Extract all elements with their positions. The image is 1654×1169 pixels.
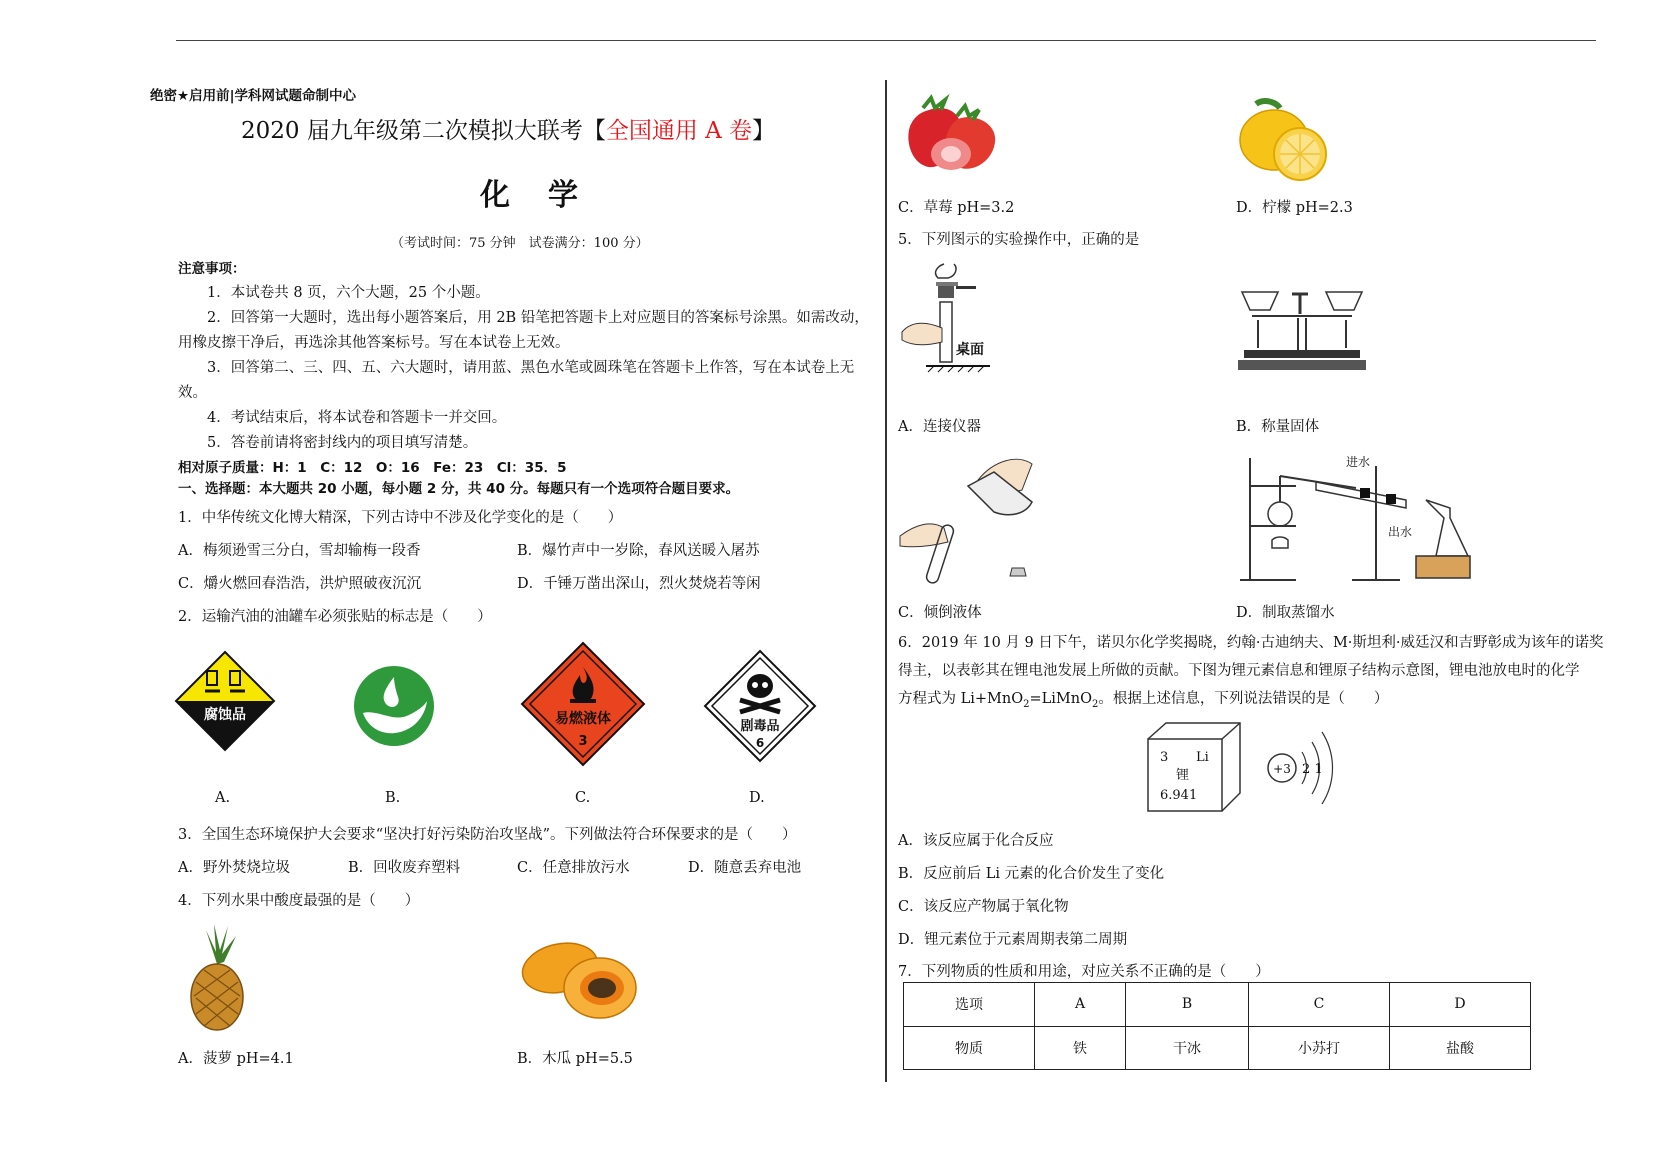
desk-label: 桌面 <box>956 342 984 358</box>
toxic-sign-icon <box>704 650 816 762</box>
note-2b: 用橡皮擦干净后，再选涂其他答案标号。写在本试卷上无效。 <box>178 335 570 351</box>
note-4: 4．考试结束后，将本试卷和答题卡一并交回。 <box>207 410 507 426</box>
distillation-apparatus-icon <box>1236 456 1472 584</box>
q1-option-d: D．千锤万凿出深山，烈火焚烧若等闲 <box>517 576 761 592</box>
q6-line-2: 得主，以表彰其在锂电池发展上所做的贡献。下图为锂元素信息和锂原子结构示意图，锂电池放电时的化学 <box>898 663 1580 679</box>
q3-option-a: A．野外焚烧垃圾 <box>178 860 290 876</box>
table-cell: D <box>1390 983 1531 1027</box>
pineapple-icon <box>186 922 248 1032</box>
q3-stem: 3．全国生态环境保护大会要求“坚决打好污染防治攻坚战”。下列做法符合环保要求的是（ ） <box>178 827 797 843</box>
q5-option-a: A．连接仪器 <box>898 419 981 435</box>
q1-option-a: A．梅须逊雪三分白，雪却输梅一段香 <box>178 543 421 559</box>
q1-option-b: B．爆竹声中一岁除，春风送暖入屠苏 <box>517 543 760 559</box>
secret-label: 绝密★启用前|学科网试题命制中心 <box>150 88 357 104</box>
element-mass: 6.941 <box>1160 788 1198 803</box>
water-in-label: 进水 <box>1346 455 1371 469</box>
sign-c-text: 易燃液体 <box>555 711 611 727</box>
table-cell: 铁 <box>1035 1026 1126 1070</box>
title-red-part: 全国通用 A 卷 <box>605 118 753 144</box>
q2-option-c: C. <box>575 790 591 806</box>
lemon-icon <box>1236 98 1328 182</box>
equation-sub-1: 2 <box>1023 698 1030 710</box>
q2-option-a: A. <box>215 790 231 806</box>
q3-option-b: B．回收废弃塑料 <box>348 860 461 876</box>
equation-sub-2: 2 <box>1091 698 1099 710</box>
table-cell: B <box>1126 983 1249 1027</box>
q1-stem: 1．中华传统文化博大精深，下列古诗中不涉及化学变化的是（ ） <box>178 510 623 526</box>
q6-line-3 <box>898 687 1388 710</box>
q2-option-b: B. <box>385 790 401 806</box>
table-cell: 盐酸 <box>1390 1026 1531 1070</box>
sign-d-number: 6 <box>755 736 765 750</box>
element-symbol: Li <box>1196 750 1209 765</box>
table-row <box>904 1026 1531 1070</box>
q3-option-c: C．任意排放污水 <box>517 860 630 876</box>
water-out-label: 出水 <box>1388 525 1413 539</box>
exam-title <box>241 112 775 145</box>
note-1: 1．本试卷共 8 页，六个大题，25 个小题。 <box>207 285 490 301</box>
q6-option-c: C．该反应产物属于氧化物 <box>898 899 1069 915</box>
nucleus-charge: +3 <box>1273 762 1291 776</box>
q6-option-d: D．锂元素位于元素周期表第二周期 <box>898 932 1128 948</box>
subject-title: 化 学 <box>480 178 582 213</box>
atomic-mass: 相对原子质量：H：1 C：12 O：16 Fe：23 Cl：35．5 <box>178 460 567 476</box>
section-1-heading: 一、选择题：本大题共 20 小题，每小题 2 分，共 40 分。每题只有一个选项符合题目要求。 <box>178 481 740 497</box>
strawberry-icon <box>899 96 1001 180</box>
notes-heading: 注意事项： <box>178 261 246 277</box>
pouring-liquid-icon <box>898 450 1050 590</box>
equation-post: 。根据上述信息，下列说法错误的是（ ） <box>1098 691 1389 707</box>
title-part-2: 】 <box>752 118 776 144</box>
q2-option-d: D. <box>749 790 765 806</box>
green-environment-sign-icon <box>353 665 435 747</box>
table-cell: 选项 <box>904 983 1035 1027</box>
q1-option-c: C．爝火燃回春浩浩，洪炉照破夜沉沉 <box>178 576 422 592</box>
note-5: 5．答卷前请将密封线内的项目填写清楚。 <box>207 435 478 451</box>
electron-shells: 2 1 <box>1302 762 1323 777</box>
q4-option-a: A．菠萝 pH=4.1 <box>178 1051 294 1067</box>
q7-table <box>903 982 1531 1070</box>
q6-option-a: A．该反应属于化合反应 <box>898 833 1054 849</box>
top-rule <box>176 40 1596 41</box>
papaya-icon <box>520 936 638 1022</box>
corrosive-sign-icon <box>175 651 275 751</box>
lithium-element-box <box>1146 721 1242 813</box>
q5-option-c: C．倾倒液体 <box>898 605 982 621</box>
q4-option-d: D．柠檬 pH=2.3 <box>1236 200 1353 216</box>
q6-line-1: 6．2019 年 10 月 9 日下午，诺贝尔化学奖揭晓，约翰·古迪纳夫、M·斯坦利·威廷汉和吉野彰成为该年的诺奖 <box>898 635 1604 651</box>
exam-info: （考试时间：75 分钟 试卷满分：100 分） <box>391 236 649 251</box>
q4-option-b: B．木瓜 pH=5.5 <box>517 1051 633 1067</box>
q4-option-c: C．草莓 pH=3.2 <box>898 200 1015 216</box>
column-divider <box>885 80 887 1082</box>
q7-stem: 7．下列物质的性质和用途，对应关系不正确的是（ ） <box>898 964 1270 980</box>
table-cell: C <box>1249 983 1390 1027</box>
table-row <box>904 983 1531 1027</box>
table-cell: 物质 <box>904 1026 1035 1070</box>
q5-option-b: B．称量固体 <box>1236 419 1320 435</box>
q3-option-d: D．随意丢弃电池 <box>688 860 802 876</box>
note-3b: 效。 <box>178 385 207 401</box>
title-part-1: 2020 届九年级第二次模拟大联考【 <box>241 118 606 144</box>
q2-stem: 2．运输汽油的油罐车必须张贴的标志是（ ） <box>178 609 492 625</box>
sign-c-number: 3 <box>578 734 588 749</box>
table-cell: 小苏打 <box>1249 1026 1390 1070</box>
note-3a: 3．回答第二、三、四、五、六大题时，请用蓝、黑色水笔或圆珠笔在答题卡上作答，写在本试卷上无 <box>207 360 855 376</box>
sign-d-text: 剧毒品 <box>740 719 780 734</box>
table-cell: 干冰 <box>1126 1026 1249 1070</box>
lithium-atom-structure <box>1266 728 1336 808</box>
q5-option-d: D．制取蒸馏水 <box>1236 605 1335 621</box>
equation-pre: 方程式为 Li+MnO <box>898 691 1024 707</box>
table-cell: A <box>1035 983 1126 1027</box>
q5-stem: 5．下列图示的实验操作中，正确的是 <box>898 232 1140 248</box>
element-name: 锂 <box>1176 768 1190 783</box>
note-2a: 2．回答第一大题时，选出每小题答案后，用 2B 铅笔把答题卡上对应题目的答案标号涂黑。如需改动， <box>207 310 869 326</box>
q4-stem: 4．下列水果中酸度最强的是（ ） <box>178 893 420 909</box>
equation-mid: =LiMnO <box>1029 691 1092 707</box>
sign-a-text: 腐蚀品 <box>204 707 246 723</box>
connecting-apparatus-icon <box>898 262 998 372</box>
flammable-liquid-sign-icon <box>520 641 646 767</box>
balance-scale-icon <box>1238 288 1366 372</box>
q6-option-b: B．反应前后 Li 元素的化合价发生了变化 <box>898 866 1165 882</box>
element-number: 3 <box>1160 750 1169 765</box>
